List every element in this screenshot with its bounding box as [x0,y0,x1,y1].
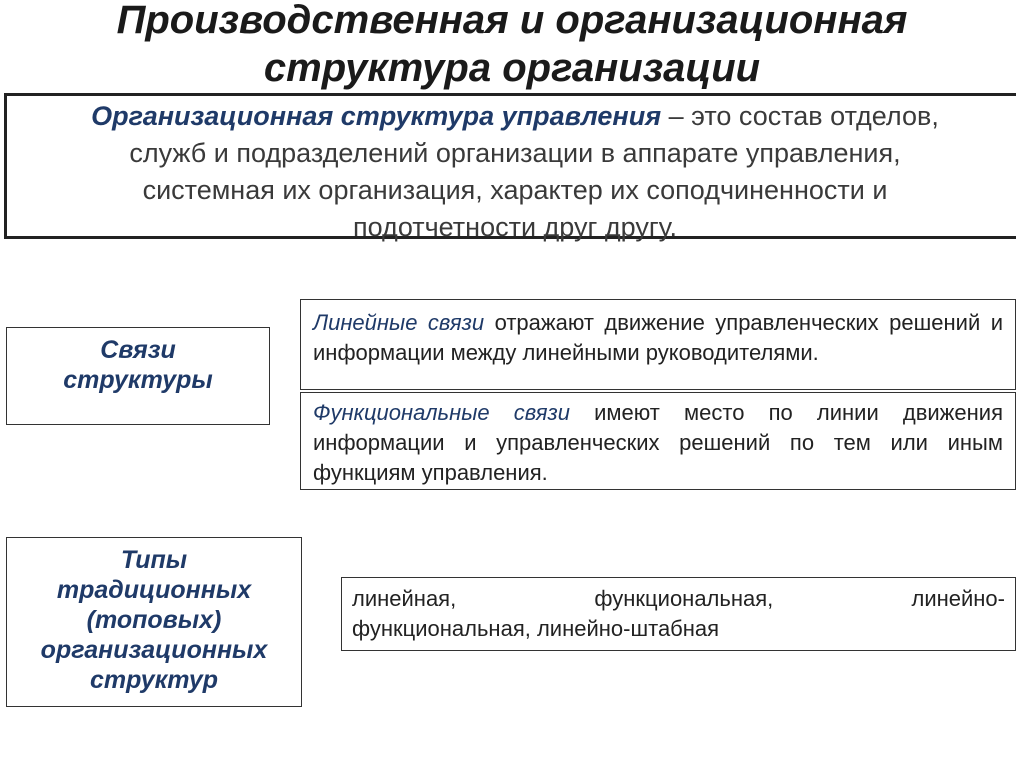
linear-links-box [300,299,1016,390]
title-line-2: структура организации [263,46,761,90]
linear-links-term: Линейные связи [313,310,485,335]
types-row-1 [352,584,1005,614]
definition-term: Организационная структура управления [91,101,662,131]
structure-types-box [341,577,1016,651]
types-label-line-4: организационных [40,636,268,664]
structure-types-label [6,537,302,707]
types-row-2: функциональная, линейно-штабная [352,616,720,641]
definition-text [60,98,970,246]
type-functional: функциональная, [594,586,774,611]
slide-title [0,0,1024,92]
functional-links-text: имеют место по линии движения информации и управленческих решений по тем или иным функциям управления. [313,400,1003,485]
functional-links-term: Функциональные связи [313,400,570,425]
functional-links-box [300,392,1016,490]
links-label-line-1: Связи [100,336,176,364]
types-label-line-1: Типы [120,546,188,574]
types-label-line-3: (топовых) [86,606,222,634]
title-line-1: Производственная и организационная [116,0,908,42]
type-linear-functional-start: линейно- [911,586,1005,611]
type-linear: линейная, [352,586,457,611]
definition-body: – это состав отделов, служб и подразделений организации в аппарате управления, системная их организация, характер их соподчиненности и подотчетности друг другу. [129,101,939,242]
links-label-line-2: структуры [63,366,213,394]
types-label-line-5: структур [89,666,219,694]
types-label-line-2: традиционных [56,576,252,604]
linear-links-text: отражают движение управленческих решений и информации между линейными руководителями. [313,310,1003,365]
structure-links-label [6,327,270,425]
